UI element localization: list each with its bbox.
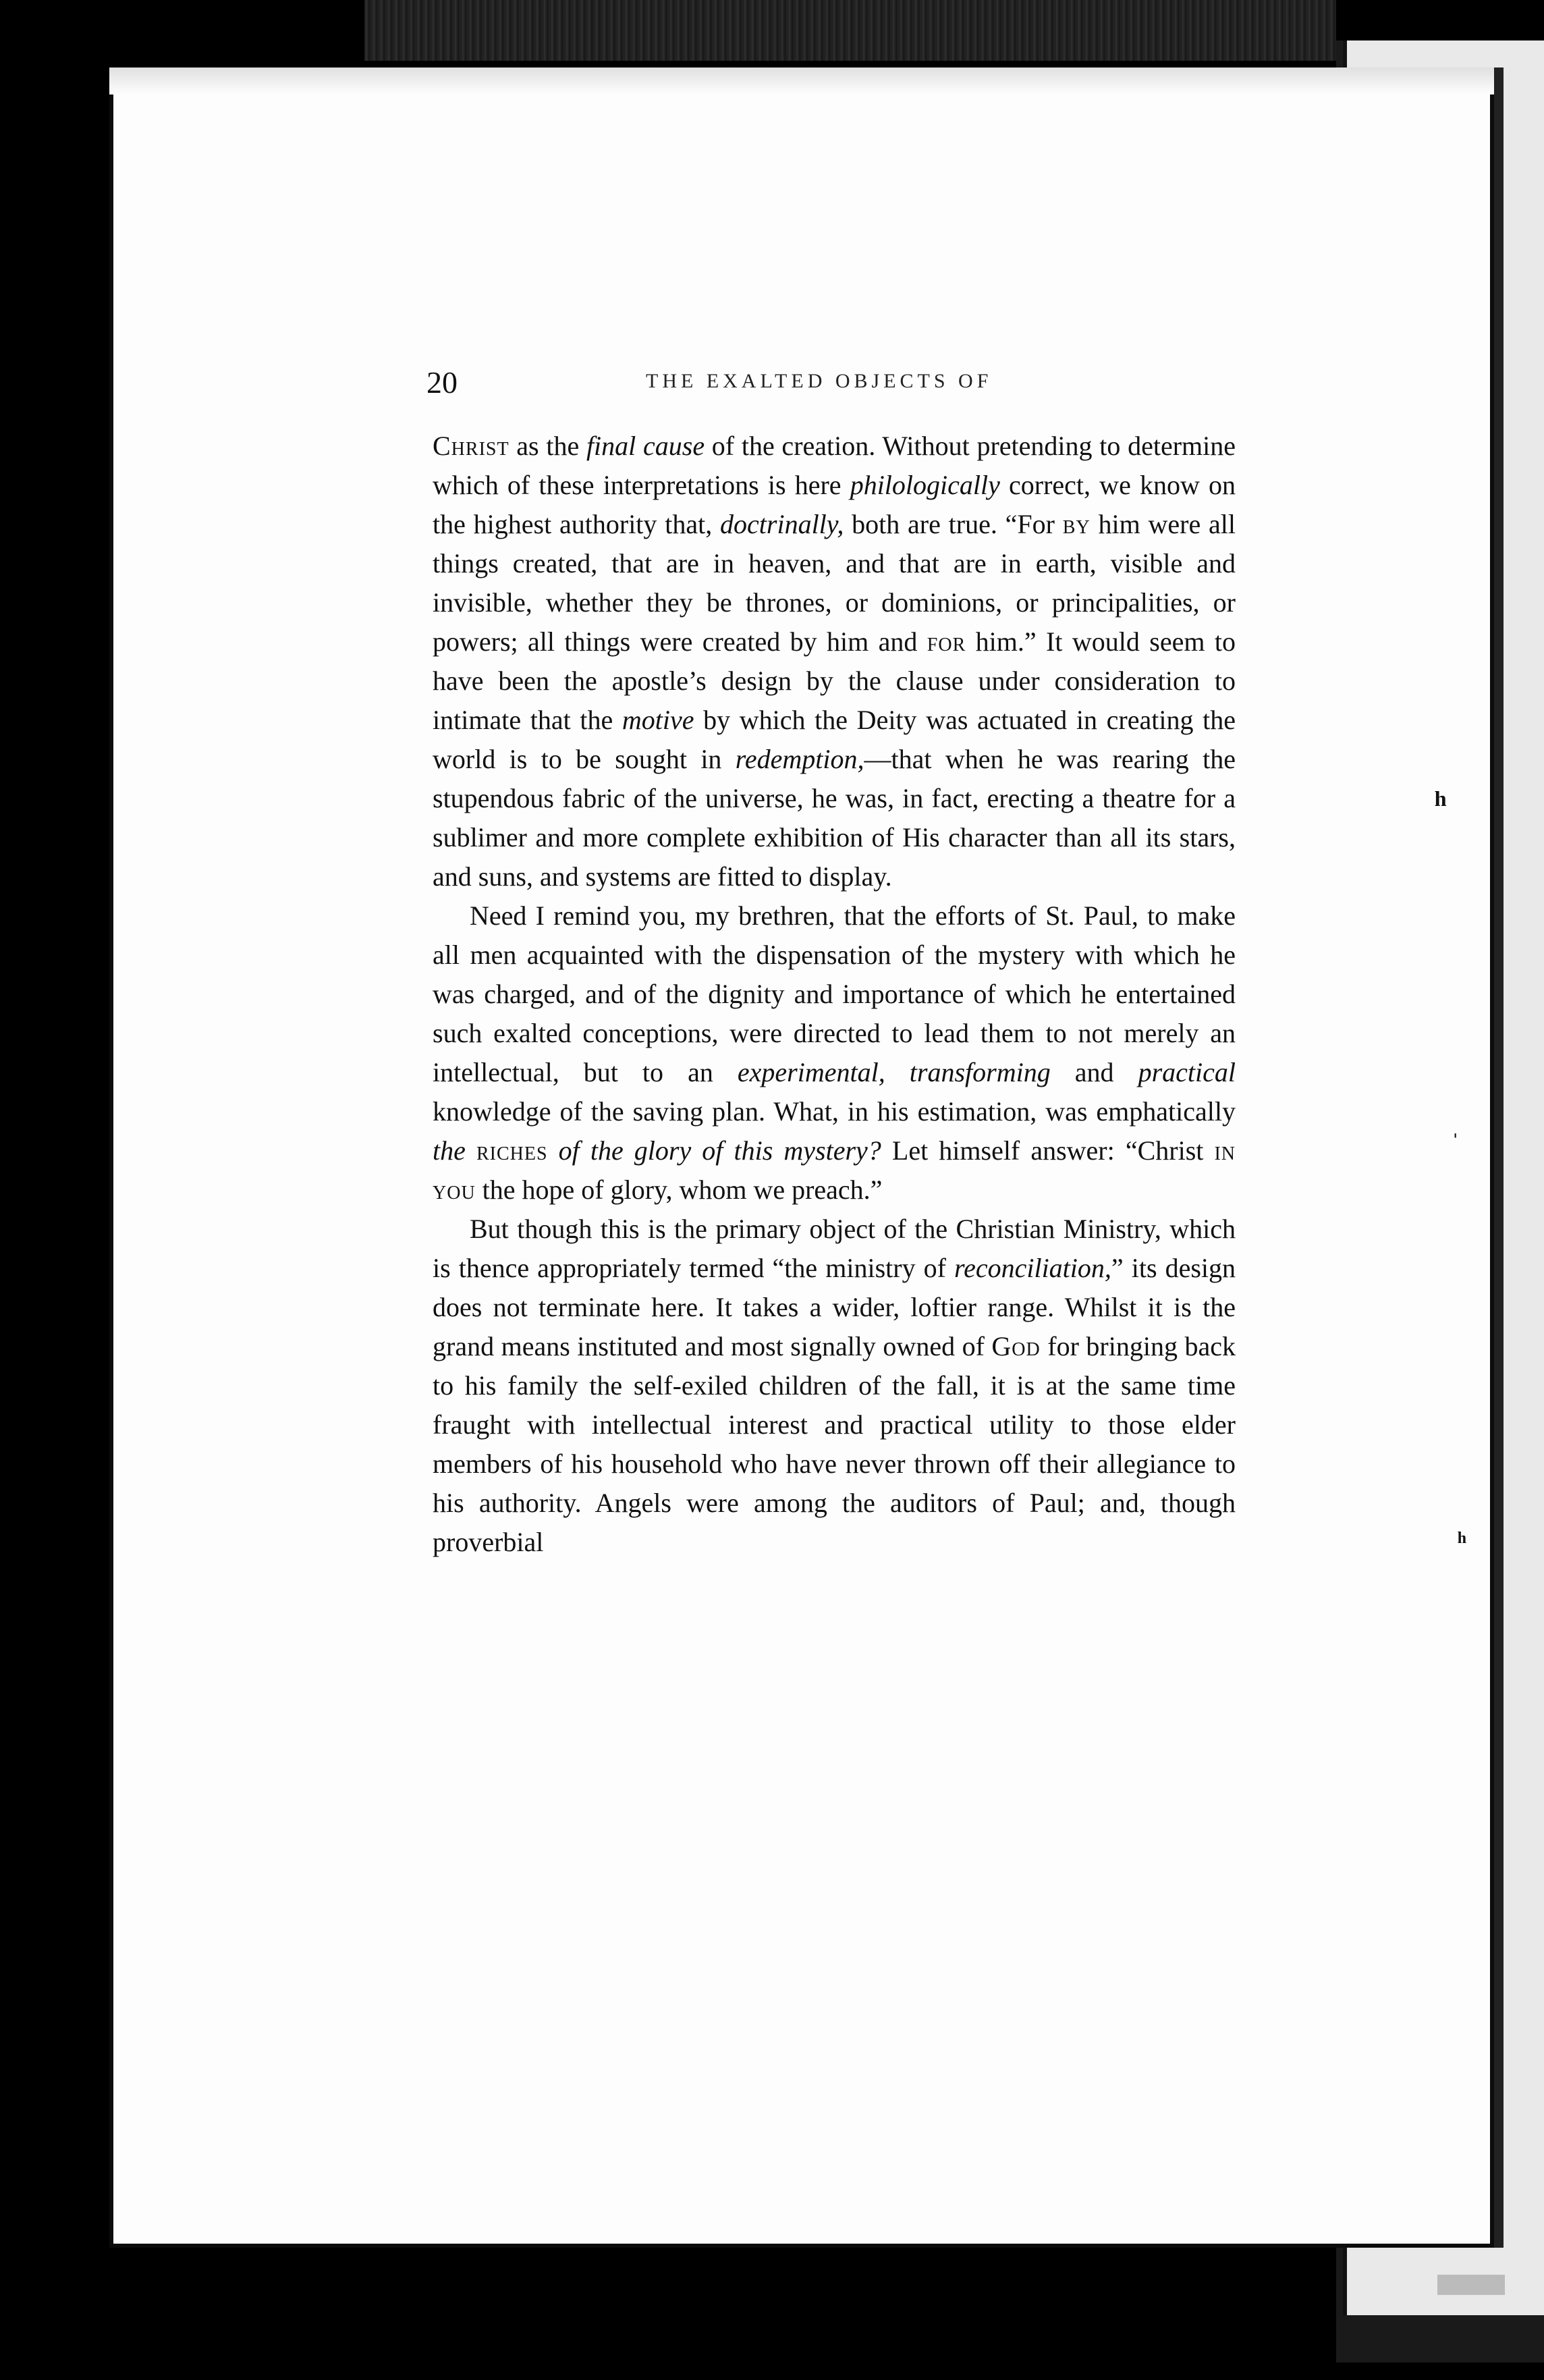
text-run: for bringing back to his family the self-exiled children of the fall, it is at the same time fraught with intellectual interest and practical utility to those elder members of his household who have never thrown off their allegiance to his authority. Angels were among the auditors of Paul; and, though proverbial — [433, 1331, 1236, 1557]
text-run: the hope of glory, whom we preach.” — [475, 1174, 883, 1205]
margin-mark: ʰ — [1435, 784, 1447, 824]
paragraph — [433, 1210, 1236, 1562]
text-run: both are true. “For — [844, 509, 1063, 539]
text-run: him.” It would seem to have been the apostle’s design by the clause under consideration to intimate that the — [433, 626, 1236, 735]
text-run: —that when he was rearing the stupendous fabric of the universe, he was, in fact, erecting a theatre for a sublimer and more complete exhibition of His character than all its stars, and suns, and systems are fitted to display. — [433, 744, 1236, 892]
scan-edge-top — [364, 0, 1336, 61]
scan-artifact — [1437, 2275, 1505, 2295]
text-run: knowledge of the saving plan. What, in his estimation, was emphatically — [433, 1096, 1236, 1127]
text-run: Need I remind you, my brethren, that the efforts of St. Paul, to make all men acquainted with the dispensation of the mystery with which he was charged, and of the dignity and importance of which he entertained such exalted conceptions, were directed to lead them to not merely an intellectual, but to an — [433, 900, 1236, 1087]
paragraph — [433, 427, 1236, 896]
italic-text: final cause — [586, 431, 705, 461]
small-caps-text: riches — [476, 1135, 548, 1166]
text-run: But though this is the primary object of the Christian Ministry, which is thence appropriately termed “the ministry of — [433, 1214, 1236, 1283]
small-caps-text: Christ — [433, 431, 509, 461]
small-caps-text: in you — [433, 1135, 1236, 1205]
small-caps-text: by — [1062, 509, 1091, 539]
italic-text: reconciliation, — [954, 1253, 1111, 1283]
text-run: by which the Deity was actuated in creating the world is to be sought in — [433, 705, 1236, 774]
small-caps-text: God — [991, 1331, 1041, 1361]
text-run: of the creation. Without pretending to determine which of these interpretations is here — [433, 431, 1236, 500]
italic-text: doctrinally, — [720, 509, 844, 539]
italic-text: motive — [622, 705, 694, 735]
page-header — [426, 364, 1250, 405]
margin-mark: ʰ — [1458, 1526, 1467, 1557]
margin-mark: ˈ — [1451, 1128, 1460, 1158]
running-head: THE EXALTED OBJECTS OF — [646, 370, 993, 392]
italic-text: experimental, transforming — [737, 1057, 1051, 1087]
italic-text: philologically — [850, 470, 1000, 500]
italic-text: practical — [1138, 1057, 1236, 1087]
small-caps-text: for — [927, 626, 966, 657]
paragraph — [433, 896, 1236, 1210]
text-run: him were all things created, that are in heaven, and that are in earth, visible and invisible, whether they be thrones, or dominions, or principalities, or powers; all things were created by him and — [433, 509, 1236, 657]
text-run: Let himself answer: “Christ — [881, 1135, 1215, 1166]
text-run: correct, we know on the highest authority that, — [433, 470, 1236, 539]
text-run: as the — [509, 431, 586, 461]
page-number: 20 — [426, 365, 458, 400]
italic-text: the — [433, 1135, 476, 1166]
text-run: and — [1050, 1057, 1138, 1087]
italic-text: of the glory of this mystery? — [547, 1135, 881, 1166]
italic-text: redemption, — [735, 744, 864, 774]
text-run: ” its design does not terminate here. It takes a wider, loftier range. Whilst it is the grand means instituted and most signally owned of — [433, 1253, 1236, 1361]
body-text — [433, 427, 1236, 1562]
